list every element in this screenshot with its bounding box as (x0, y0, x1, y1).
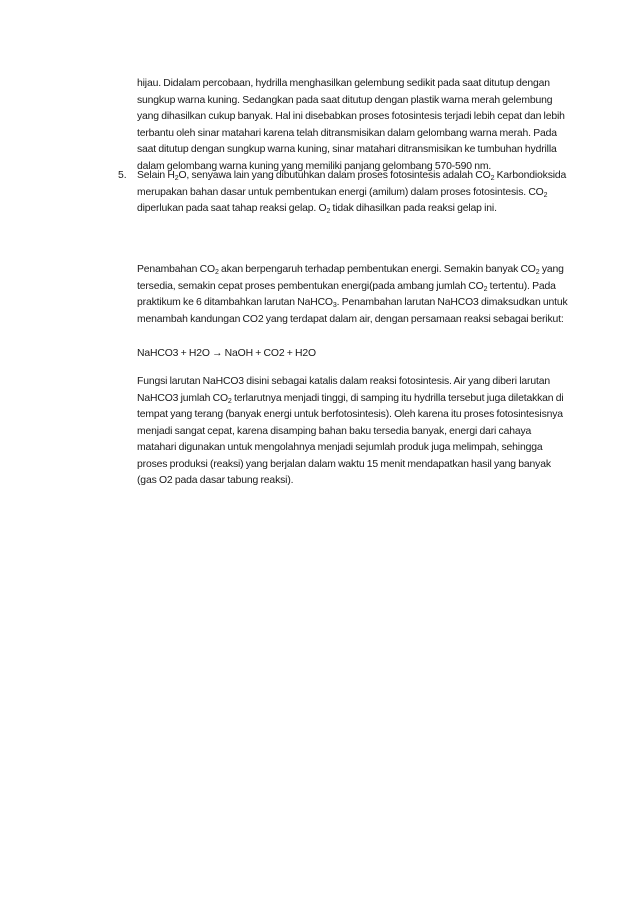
reaction-equation: NaHCO3 + H2O → NaOH + CO2 + H2O (137, 348, 316, 359)
list-number-5: 5. (118, 170, 127, 181)
paragraph-co2-addition: Penambahan $CO_2$ akan berpengaruh terhadap pembentukan energi. Semakin banyak $CO_2$ yang tersedia, semakin cepat proses pembentukan energi(pada ambang jumlah $CO_2$ tertentu). Pada praktikum ke 6 ditambahkan larutan NaHCO$_3$. Penambahan larutan NaHCO3 dimaksudkan untuk menambah kandungan CO2 yang terdapat dalam air, dengan persamaan reaksi sebagai berikut: (137, 264, 568, 325)
paragraph-observation: hijau. Didalam percobaan, hydrilla menghasilkan gelembung sedikit pada saat ditutup dengan sungkup warna kuning. Sedangkan pada saat ditutup dengan plastik warna merah gelembung yang dihasilkan cukup banyak. Hal ini disebabkan proses fotosintesis terjadi lebih cepat dan lebih terbantu oleh sinar matahari karena telah ditransmisikan dalam gelombang warna merah. Pada saat ditutup dengan sungkup warna kuning, sinar matahari ditransmisikan ke tumbuhan hydrilla dalam gelombang warna kuning yang memiliki panjang gelombang 570-590 nm. (137, 78, 565, 172)
paragraph-nahco3-function: Fungsi larutan NaHCO3 disini sebagai katalis dalam reaksi fotosintesis. Air yang diberi larutan NaHCO3 jumlah $CO_2$ terlarutnya menjadi tinggi, di samping itu hydrilla tersebut juga diletakkan di tempat yang terang (banyak energi untuk berfotosintesis). Oleh karena itu proses fotosintesisnya menjadi sangat cepat, karena disamping bahan baku tersedia banyak, energi dari cahaya matahari digunakan untuk mengolahnya menjadi sejumlah produk juga melimpah, sehingga proses produksi (reaksi) yang berjalan dalam waktu 15 menit mendapatkan hasil yang banyak (gas O2 pada dasar tabung reaksi). (137, 376, 564, 486)
paragraph-item-5: Selain $H_2O$, senyawa lain yang dibutuhkan dalam proses fotosintesis adalah $CO_2$ Karbondioksida merupakan bahan dasar untuk pembentukan energi (amilum) dalam proses fotosintesis. $CO_2$ diperlukan pada saat tahap reaksi gelap. $O_2$ tidak dihasilkan pada reaksi gelap ini. (137, 170, 567, 215)
